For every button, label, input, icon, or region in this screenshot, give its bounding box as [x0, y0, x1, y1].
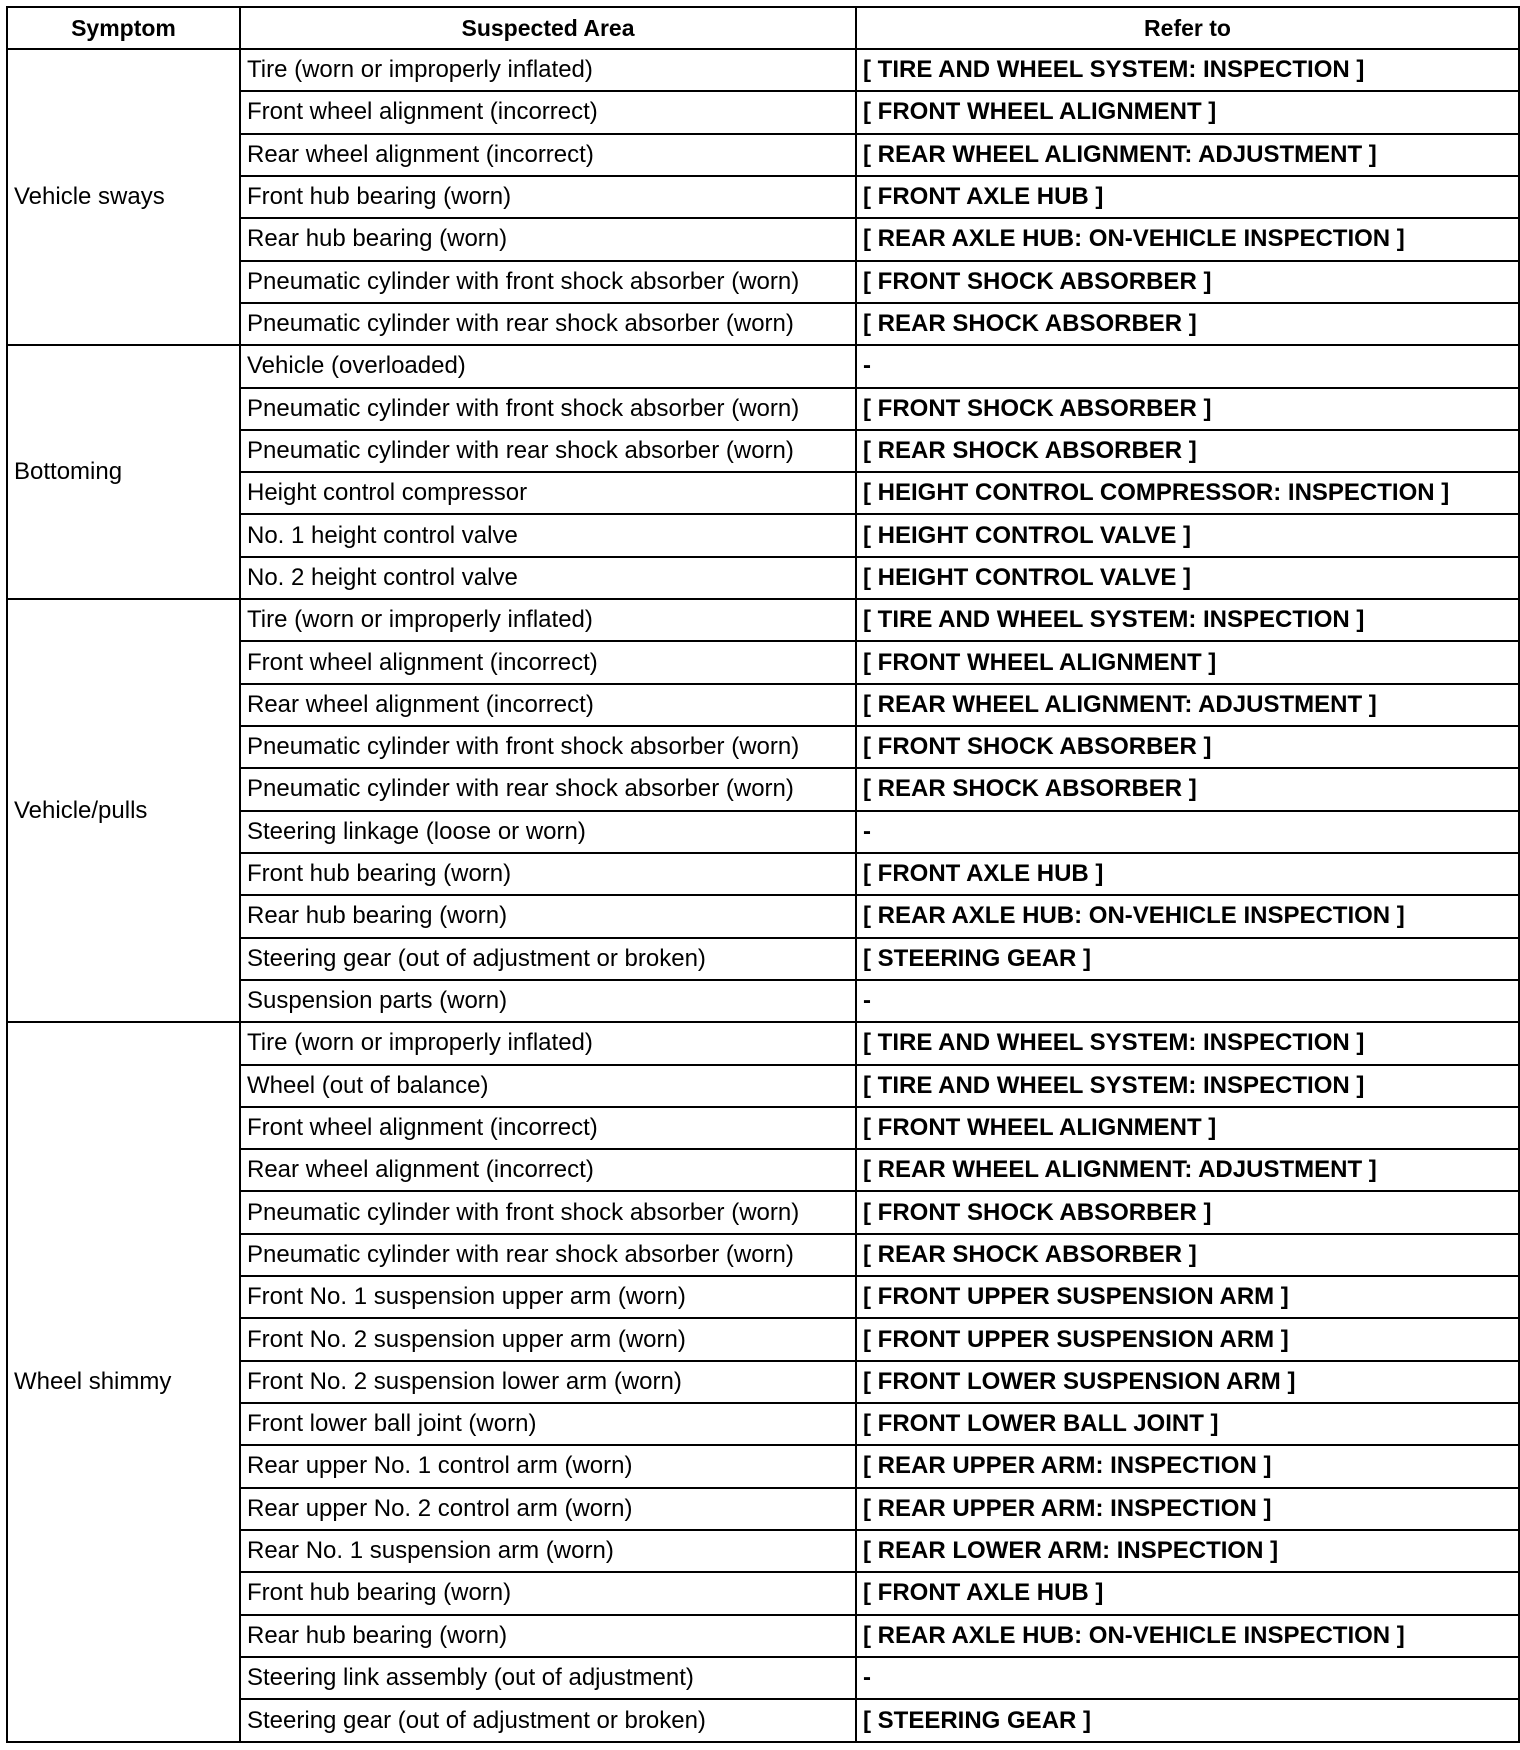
table-row	[7, 345, 1519, 387]
refer-to-link[interactable]: [ REAR UPPER ARM: INSPECTION ]	[856, 1488, 1519, 1530]
suspected-area-cell: Steering link assembly (out of adjustment)	[240, 1657, 856, 1699]
refer-to-link: -	[856, 811, 1519, 853]
refer-to-link[interactable]: [ REAR AXLE HUB: ON-VEHICLE INSPECTION ]	[856, 1615, 1519, 1657]
refer-to-link[interactable]: [ FRONT AXLE HUB ]	[856, 853, 1519, 895]
refer-to-link[interactable]: [ REAR LOWER ARM: INSPECTION ]	[856, 1530, 1519, 1572]
refer-to-link[interactable]: [ FRONT SHOCK ABSORBER ]	[856, 388, 1519, 430]
table-row	[7, 599, 1519, 641]
refer-to-link[interactable]: [ REAR SHOCK ABSORBER ]	[856, 768, 1519, 810]
suspected-area-cell: Pneumatic cylinder with rear shock absorber (worn)	[240, 430, 856, 472]
suspected-area-cell: Tire (worn or improperly inflated)	[240, 599, 856, 641]
suspected-area-cell: No. 2 height control valve	[240, 557, 856, 599]
suspected-area-cell: Steering gear (out of adjustment or broken)	[240, 1699, 856, 1742]
suspected-area-cell: Vehicle (overloaded)	[240, 345, 856, 387]
refer-to-link[interactable]: [ REAR AXLE HUB: ON-VEHICLE INSPECTION ]	[856, 895, 1519, 937]
suspected-area-cell: Steering linkage (loose or worn)	[240, 811, 856, 853]
suspected-area-cell: Tire (worn or improperly inflated)	[240, 1022, 856, 1064]
suspected-area-cell: Rear wheel alignment (incorrect)	[240, 684, 856, 726]
refer-to-link[interactable]: [ HEIGHT CONTROL VALVE ]	[856, 557, 1519, 599]
refer-to-link[interactable]: [ FRONT WHEEL ALIGNMENT ]	[856, 641, 1519, 683]
suspected-area-cell: Steering gear (out of adjustment or broken)	[240, 938, 856, 980]
suspected-area-cell: Pneumatic cylinder with rear shock absorber (worn)	[240, 303, 856, 345]
suspected-area-cell: Rear hub bearing (worn)	[240, 895, 856, 937]
refer-to-link[interactable]: [ FRONT AXLE HUB ]	[856, 1572, 1519, 1614]
suspected-area-cell: Front wheel alignment (incorrect)	[240, 641, 856, 683]
suspected-area-cell: Pneumatic cylinder with front shock absorber (worn)	[240, 1191, 856, 1233]
suspected-area-cell: Pneumatic cylinder with rear shock absorber (worn)	[240, 768, 856, 810]
suspected-area-cell: Front hub bearing (worn)	[240, 853, 856, 895]
refer-to-link[interactable]: [ REAR AXLE HUB: ON-VEHICLE INSPECTION ]	[856, 218, 1519, 260]
refer-to-link[interactable]: [ FRONT UPPER SUSPENSION ARM ]	[856, 1276, 1519, 1318]
suspected-area-cell: Front lower ball joint (worn)	[240, 1403, 856, 1445]
suspected-area-cell: Rear hub bearing (worn)	[240, 1615, 856, 1657]
symptom-cell: Vehicle/pulls	[7, 599, 240, 1022]
suspected-area-cell: Pneumatic cylinder with front shock absorber (worn)	[240, 388, 856, 430]
refer-to-link[interactable]: [ TIRE AND WHEEL SYSTEM: INSPECTION ]	[856, 49, 1519, 91]
refer-to-link[interactable]: [ TIRE AND WHEEL SYSTEM: INSPECTION ]	[856, 599, 1519, 641]
refer-to-link[interactable]: [ FRONT SHOCK ABSORBER ]	[856, 726, 1519, 768]
suspected-area-cell: Front hub bearing (worn)	[240, 1572, 856, 1614]
header-refer-to: Refer to	[856, 7, 1519, 49]
suspected-area-cell: Suspension parts (worn)	[240, 980, 856, 1022]
refer-to-link[interactable]: [ FRONT AXLE HUB ]	[856, 176, 1519, 218]
suspected-area-cell: Rear upper No. 1 control arm (worn)	[240, 1445, 856, 1487]
suspected-area-cell: Front No. 1 suspension upper arm (worn)	[240, 1276, 856, 1318]
refer-to-link[interactable]: [ FRONT SHOCK ABSORBER ]	[856, 1191, 1519, 1233]
suspected-area-cell: Front wheel alignment (incorrect)	[240, 1107, 856, 1149]
suspected-area-cell: Pneumatic cylinder with front shock absorber (worn)	[240, 726, 856, 768]
refer-to-link[interactable]: [ TIRE AND WHEEL SYSTEM: INSPECTION ]	[856, 1065, 1519, 1107]
suspected-area-cell: Pneumatic cylinder with front shock absorber (worn)	[240, 261, 856, 303]
table-row	[7, 1022, 1519, 1064]
refer-to-link[interactable]: [ REAR WHEEL ALIGNMENT: ADJUSTMENT ]	[856, 684, 1519, 726]
table-row	[7, 49, 1519, 91]
suspected-area-cell: No. 1 height control valve	[240, 514, 856, 556]
troubleshooting-table	[6, 6, 1520, 1743]
symptom-cell: Bottoming	[7, 345, 240, 599]
refer-to-link[interactable]: [ FRONT LOWER SUSPENSION ARM ]	[856, 1361, 1519, 1403]
refer-to-link[interactable]: [ HEIGHT CONTROL COMPRESSOR: INSPECTION ]	[856, 472, 1519, 514]
refer-to-link[interactable]: [ REAR SHOCK ABSORBER ]	[856, 303, 1519, 345]
refer-to-link[interactable]: [ FRONT LOWER BALL JOINT ]	[856, 1403, 1519, 1445]
refer-to-link: -	[856, 1657, 1519, 1699]
suspected-area-cell: Front No. 2 suspension upper arm (worn)	[240, 1318, 856, 1360]
refer-to-link[interactable]: [ FRONT UPPER SUSPENSION ARM ]	[856, 1318, 1519, 1360]
suspected-area-cell: Rear upper No. 2 control arm (worn)	[240, 1488, 856, 1530]
suspected-area-cell: Front wheel alignment (incorrect)	[240, 91, 856, 133]
suspected-area-cell: Front hub bearing (worn)	[240, 176, 856, 218]
header-symptom: Symptom	[7, 7, 240, 49]
suspected-area-cell: Rear hub bearing (worn)	[240, 218, 856, 260]
header-suspected-area: Suspected Area	[240, 7, 856, 49]
suspected-area-cell: Wheel (out of balance)	[240, 1065, 856, 1107]
table-body	[7, 49, 1519, 1742]
refer-to-link[interactable]: [ FRONT WHEEL ALIGNMENT ]	[856, 1107, 1519, 1149]
refer-to-link[interactable]: [ STEERING GEAR ]	[856, 1699, 1519, 1742]
refer-to-link[interactable]: [ REAR UPPER ARM: INSPECTION ]	[856, 1445, 1519, 1487]
refer-to-link[interactable]: [ REAR SHOCK ABSORBER ]	[856, 430, 1519, 472]
refer-to-link: -	[856, 345, 1519, 387]
suspected-area-cell: Height control compressor	[240, 472, 856, 514]
refer-to-link[interactable]: [ REAR WHEEL ALIGNMENT: ADJUSTMENT ]	[856, 134, 1519, 176]
suspected-area-cell: Pneumatic cylinder with rear shock absorber (worn)	[240, 1234, 856, 1276]
symptom-cell: Vehicle sways	[7, 49, 240, 345]
refer-to-link[interactable]: [ FRONT SHOCK ABSORBER ]	[856, 261, 1519, 303]
refer-to-link[interactable]: [ REAR WHEEL ALIGNMENT: ADJUSTMENT ]	[856, 1149, 1519, 1191]
suspected-area-cell: Rear wheel alignment (incorrect)	[240, 134, 856, 176]
header-row	[7, 7, 1519, 49]
refer-to-link[interactable]: [ REAR SHOCK ABSORBER ]	[856, 1234, 1519, 1276]
suspected-area-cell: Front No. 2 suspension lower arm (worn)	[240, 1361, 856, 1403]
suspected-area-cell: Tire (worn or improperly inflated)	[240, 49, 856, 91]
document-page	[6, 6, 1518, 1743]
refer-to-link[interactable]: [ FRONT WHEEL ALIGNMENT ]	[856, 91, 1519, 133]
refer-to-link[interactable]: [ TIRE AND WHEEL SYSTEM: INSPECTION ]	[856, 1022, 1519, 1064]
suspected-area-cell: Rear wheel alignment (incorrect)	[240, 1149, 856, 1191]
refer-to-link[interactable]: [ STEERING GEAR ]	[856, 938, 1519, 980]
refer-to-link[interactable]: [ HEIGHT CONTROL VALVE ]	[856, 514, 1519, 556]
suspected-area-cell: Rear No. 1 suspension arm (worn)	[240, 1530, 856, 1572]
refer-to-link: -	[856, 980, 1519, 1022]
symptom-cell: Wheel shimmy	[7, 1022, 240, 1742]
